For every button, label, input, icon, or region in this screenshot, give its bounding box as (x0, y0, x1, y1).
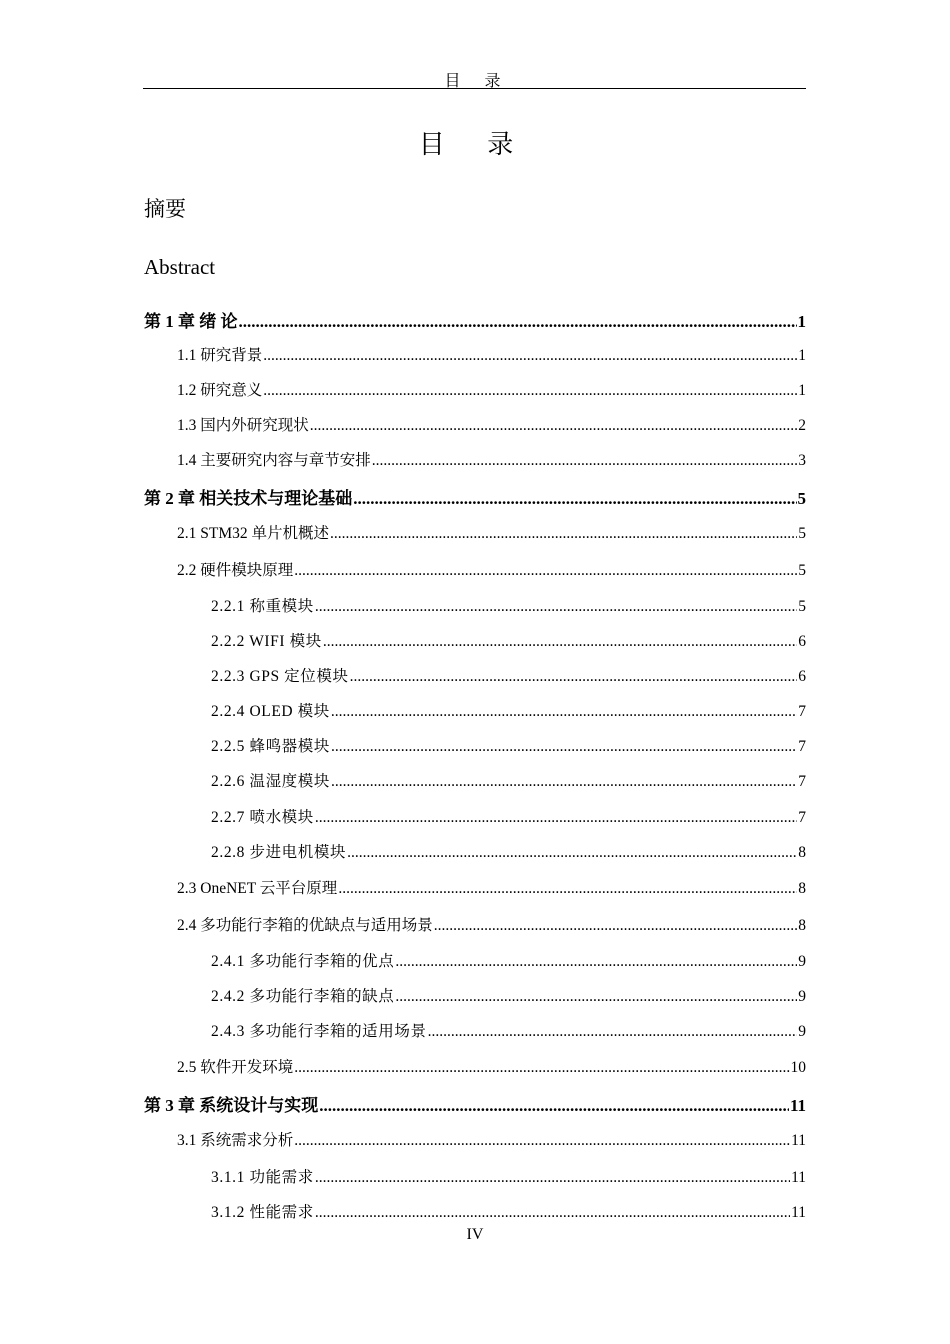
toc-entry-page: 11 (791, 1169, 806, 1186)
toc-entry[interactable] (0, 629, 806, 651)
toc-entry[interactable] (0, 949, 806, 971)
toc-leader-dots (331, 738, 797, 756)
toc-entry-page: 6 (798, 668, 806, 685)
toc-leader-dots (319, 1096, 789, 1116)
toc-entry-label: 2.4.2 多功能行李箱的缺点 (211, 988, 395, 1005)
toc-leader-dots (428, 1023, 798, 1041)
toc-leader-dots (434, 917, 797, 935)
running-header: 目 录 (444, 73, 505, 90)
toc-entry-page: 1 (798, 382, 806, 399)
toc-entry[interactable] (0, 734, 806, 756)
toc-leader-dots (315, 1204, 790, 1222)
toc-entry-label: 2.3 OneNET 云平台原理 (177, 880, 338, 897)
toc-entry-label: 1.2 研究意义 (177, 382, 263, 399)
toc-entry-label: 2.2.4 OLED 模块 (211, 703, 330, 720)
toc-entry-page: 1 (797, 312, 806, 331)
toc-entry[interactable] (0, 378, 806, 400)
toc-entry-page: 8 (798, 880, 806, 897)
toc-entry[interactable] (0, 1200, 806, 1222)
toc-entry-page: 2 (798, 417, 806, 434)
toc-leader-dots (331, 773, 797, 791)
toc-leader-dots (347, 844, 797, 862)
toc-entry-label: 1.1 研究背景 (177, 347, 263, 364)
toc-entry-page: 10 (790, 1059, 806, 1076)
toc-entry-page: 8 (798, 844, 806, 861)
toc-leader-dots (395, 988, 797, 1006)
toc-entry[interactable] (0, 984, 806, 1006)
header-rule (143, 88, 806, 89)
toc-entry[interactable] (0, 876, 806, 898)
toc-entry-page: 7 (798, 773, 806, 790)
toc-entry[interactable] (0, 521, 806, 543)
toc-entry-label: 2.2.3 GPS 定位模块 (211, 668, 349, 685)
toc-leader-dots (315, 598, 797, 616)
toc-entry-page: 5 (798, 562, 806, 579)
toc-entry[interactable] (0, 913, 806, 935)
toc-entry[interactable] (0, 1055, 806, 1077)
toc-leader-dots (263, 347, 797, 365)
toc-entry[interactable] (0, 1091, 806, 1116)
toc-entry[interactable] (0, 343, 806, 365)
toc-entry-label: 2.2.7 喷水模块 (211, 809, 314, 826)
toc-entry-label: 2.2.1 称重模块 (211, 598, 314, 615)
toc-entry[interactable] (0, 805, 806, 827)
toc-entry-label: 2.2 硬件模块原理 (177, 562, 294, 579)
toc-entry[interactable] (0, 840, 806, 862)
toc-entry-page: 9 (798, 1023, 806, 1040)
toc-leader-dots (330, 525, 797, 543)
toc-entry[interactable] (0, 558, 806, 580)
toc-entry[interactable] (0, 1165, 806, 1187)
toc-entry-label: 第 1 章 绪 论 (144, 312, 238, 331)
toc-entry[interactable] (0, 699, 806, 721)
toc-entry-page: 8 (798, 917, 806, 934)
toc-leader-dots (395, 953, 797, 971)
toc-entry-page: 1 (798, 347, 806, 364)
toc-leader-dots (338, 880, 797, 898)
toc-entry-label: 第 2 章 相关技术与理论基础 (144, 489, 353, 508)
toc-entry-label: 2.4 多功能行李箱的优缺点与适用场景 (177, 917, 433, 934)
toc-leader-dots (350, 668, 798, 686)
toc-entry-label: 2.4.3 多功能行李箱的适用场景 (211, 1023, 427, 1040)
toc-leader-dots (331, 703, 797, 721)
toc-entry-page: 3 (798, 452, 806, 469)
toc-entry-page: 11 (791, 1204, 806, 1221)
toc-entry[interactable] (0, 448, 806, 470)
toc-entry[interactable] (0, 413, 806, 435)
toc-entry[interactable] (0, 1019, 806, 1041)
toc-entry-label: 2.2.6 温湿度模块 (211, 773, 330, 790)
toc-entry[interactable] (0, 769, 806, 791)
toc-title: 目 录 (418, 130, 532, 159)
toc-entry[interactable] (0, 484, 806, 509)
toc-entry-page: 6 (798, 633, 806, 650)
toc-entry[interactable] (0, 664, 806, 686)
toc-entry-page: 7 (798, 738, 806, 755)
toc-entry-label: 第 3 章 系统设计与实现 (144, 1096, 319, 1115)
toc-leader-dots (323, 633, 797, 651)
toc-entry-page: 7 (798, 703, 806, 720)
toc-leader-dots (294, 1132, 790, 1150)
toc-entry[interactable] (0, 307, 806, 332)
toc-leader-dots (315, 809, 797, 827)
toc-leader-dots (294, 562, 797, 580)
toc-entry-page: 5 (798, 525, 806, 542)
toc-entry-page: 11 (789, 1096, 806, 1115)
toc-leader-dots (263, 382, 797, 400)
toc-entry[interactable] (0, 1128, 806, 1150)
page-number: IV (466, 1226, 484, 1243)
toc-leader-dots (353, 489, 796, 509)
toc-entry-label: 2.4.1 多功能行李箱的优点 (211, 953, 395, 970)
toc-leader-dots (315, 1169, 790, 1187)
toc-entry-page: 5 (797, 489, 806, 508)
front-matter-abstract-en[interactable]: Abstract (144, 255, 216, 279)
toc-entry[interactable] (0, 594, 806, 616)
toc-leader-dots (372, 452, 797, 470)
toc-entry-label: 3.1.1 功能需求 (211, 1169, 314, 1186)
toc-entry-label: 3.1 系统需求分析 (177, 1132, 294, 1149)
front-matter-abstract-cn[interactable]: 摘要 (144, 197, 186, 221)
toc-entry-label: 2.5 软件开发环境 (177, 1059, 294, 1076)
toc-entry-page: 11 (791, 1132, 806, 1149)
toc-entry-page: 5 (798, 598, 806, 615)
toc-entry-page: 9 (798, 988, 806, 1005)
toc-entry-page: 9 (798, 953, 806, 970)
toc-entry-label: 2.2.5 蜂鸣器模块 (211, 738, 330, 755)
toc-leader-dots (294, 1059, 789, 1077)
toc-entry-label: 2.2.8 步进电机模块 (211, 844, 347, 861)
toc-entry-page: 7 (798, 809, 806, 826)
toc-entry-label: 3.1.2 性能需求 (211, 1204, 314, 1221)
toc-entry-label: 2.1 STM32 单片机概述 (177, 525, 329, 542)
toc-entry-label: 1.3 国内外研究现状 (177, 417, 309, 434)
toc-leader-dots (239, 312, 797, 332)
toc-leader-dots (310, 417, 797, 435)
toc-entry-label: 2.2.2 WIFI 模块 (211, 633, 322, 650)
toc-entry-label: 1.4 主要研究内容与章节安排 (177, 452, 371, 469)
